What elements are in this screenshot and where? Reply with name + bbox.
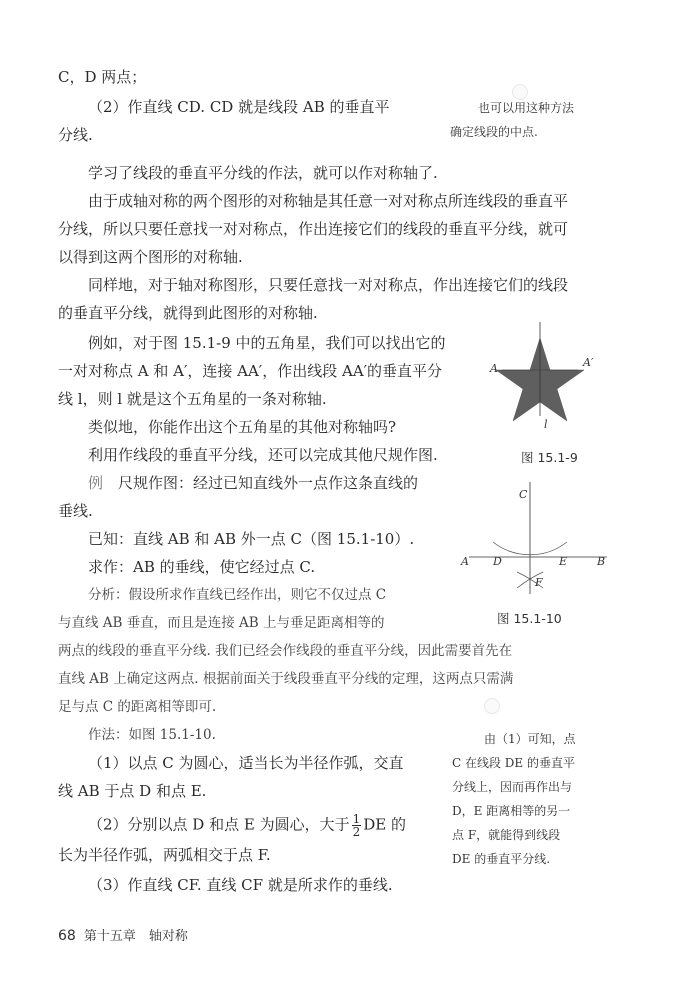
side-note-line: C 在线段 DE 的垂直平 [452,756,576,770]
page-number: 68 [58,928,76,944]
text-line: 垂线. [58,502,93,520]
figure-caption: 图 15.1-10 [497,611,562,626]
text-part: （2）分别以点 D 和点 E 为圆心，大于 [88,815,350,834]
fraction [352,813,362,838]
text-line: 分线，所以只要任意找一对对称点，作出连接它们的线段的垂直平分线，就可 [58,220,569,238]
label-b: B [597,555,606,568]
fraction-denominator: 2 [352,825,361,839]
text-line: 由于成轴对称的两个图形的对称轴是其任意一对对称点所连线段的垂直平 [88,192,569,210]
label-a-prime: A′ [583,356,594,369]
text-line: 已知：直线 AB 和 AB 外一点 C（图 15.1-10）. [88,530,415,548]
example-label: 例 [88,474,104,492]
text-line: 与直线 AB 垂直，而且是连接 AB 上与垂足距离相等的 [58,615,385,631]
text-line: （1）以点 C 为圆心，适当长为半径作弧，交直 [88,754,404,772]
example-line [88,473,508,493]
text-line: 长为半径作弧，两弧相交于点 F. [58,846,271,864]
label-l: l [544,418,548,431]
chapter-title: 第十五章 轴对称 [83,929,188,944]
note-marker-icon [484,698,500,714]
text-part: DE 的 [363,815,406,834]
text-line: 例如，对于图 15.1-9 中的五角星，我们可以找出它的 [88,334,446,352]
label-c: C [519,488,528,501]
side-note-line: 由（1）可知，点 [484,732,576,746]
example-text: 尺规作图：经过已知直线外一点作这条直线的 [118,474,419,492]
figure-caption: 图 15.1-9 [521,450,578,465]
text-line: 求作：AB 的垂线，使它经过点 C. [88,558,316,576]
label-a: A [490,362,498,375]
text-line: 类似地，你能作出这个五角星的其他对称轴吗? [88,418,397,436]
text-line: （3）作直线 CF. 直线 CF 就是所求作的垂线. [88,876,393,894]
side-note-line: DE 的垂直平分线. [452,852,551,866]
label-f: F [535,576,543,589]
side-note-line: 分线上，因而再作出与 [452,780,573,794]
text-line: 线 AB 于点 D 和点 E. [58,782,207,800]
side-note-line: 点 F，就能得到线段 [452,828,561,842]
text-line: （2）作直线 CD. CD 就是线段 AB 的垂直平 [88,98,390,116]
text-line: 分线. [58,126,93,144]
text-line: 分析：假设所求作直线已经作出，则它不仅过点 C [88,587,387,603]
label-e: E [559,555,568,568]
side-note-line: D，E 距离相等的另一 [452,804,571,818]
text-line: 一对对称点 A 和 A′，连接 AA′，作出线段 AA′的垂直平分 [58,362,443,380]
star-figure [478,318,608,438]
text-line-fraction [88,813,508,838]
text-line: 利用作线段的垂直平分线，还可以完成其他尺规作图. [88,446,438,464]
side-note-line: 也可以用这种方法 [478,101,575,115]
text-line: 直线 AB 上确定这两点. 根据前面关于线段垂直平分线的定理，这两点只需满 [58,671,514,687]
text-line: 以得到这两个图形的对称轴. [58,248,243,266]
text-line: 的垂直平分线，就得到此图形的对称轴. [58,304,318,322]
side-note-line: 确定线段的中点. [450,125,538,139]
fraction-numerator: 1 [352,812,361,826]
label-a: A [461,555,469,568]
label-d: D [493,555,502,568]
construction-figure [455,478,615,598]
text-line: 作法：如图 15.1-10. [88,727,216,743]
text-line: 足与点 C 的距离相等即可. [58,699,217,715]
text-line: 同样地，对于轴对称图形，只要任意找一对对称点，作出连接它们的线段 [88,276,569,294]
text-line: 学习了线段的垂直平分线的作法，就可以作对称轴了. [88,164,438,182]
text-line: 线 l，则 l 就是这个五角星的一条对称轴. [58,390,327,408]
text-line: C，D 两点； [58,68,147,86]
text-line: 两点的线段的垂直平分线. 我们已经会作线段的垂直平分线，因此需要首先在 [58,643,513,659]
page-footer [58,925,188,944]
